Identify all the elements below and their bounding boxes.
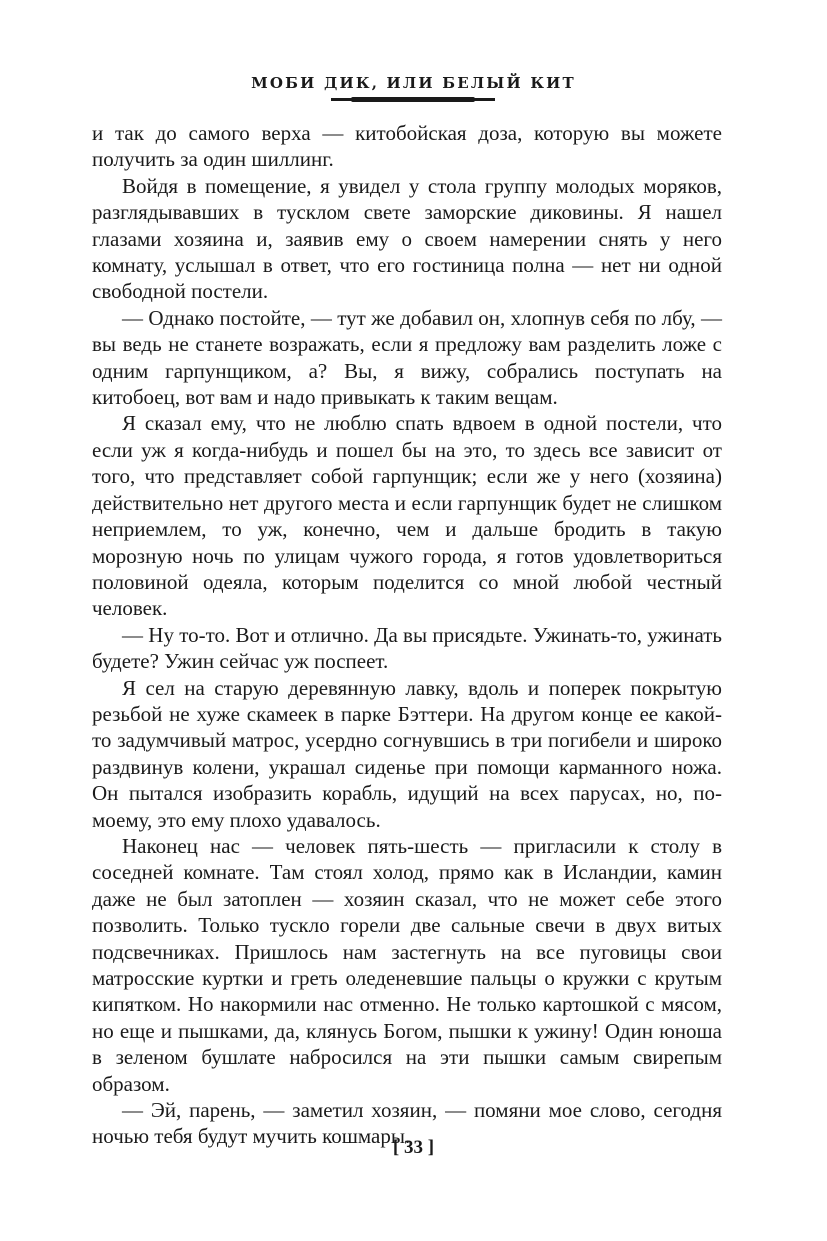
paragraph: Я сел на старую деревянную лавку, вдоль и поперек покрытую резьбой не хуже скамеек в парке Бэттери. На другом конце ее какой-то задумчивый матрос, усердно согнувшись в три погибели и широко раздвинув колени, украшал сиденье при помощи карманного ножа. Он пытался изобразить корабль, идущий на всех парусах, но, по-моему, это ему плохо удавалось.: [92, 675, 722, 832]
body-text: [92, 120, 722, 1150]
page-number: [ 33 ]: [392, 1137, 435, 1158]
dialog-paragraph: — Эй, парень, — заметил хозяин, — помяни мое слово, сегодня ночью тебя будут мучить кошмары.: [92, 1098, 722, 1149]
dialog-paragraph: — Ну то-то. Вот и отлично. Да вы присядьте. Ужинать-то, ужинать будете? Ужин сейчас уж поспеет.: [92, 622, 722, 674]
paragraph: и так до самого верха — китобойская доза, которую вы можете получить за один шиллинг.: [92, 121, 722, 172]
dialog-paragraph: — Однако постойте, — тут же добавил он, хлопнув себя по лбу, — вы ведь не станете возражать, если я предложу вам разделить ложе с одним гарпунщиком, а? Вы, я вижу, собрались поступать на китобоец, вот вам и надо привыкать к таким вещам.: [92, 305, 722, 410]
paragraph: Наконец нас — человек пять-шесть — пригласили к столу в соседней комнате. Там стоял холод, прямо как в Исландии, камин даже не был затоплен — хозяин сказал, что не может себе этого позволить. Только тускло горели две сальные свечи в двух витых подсвечниках. Пришлось нам застегнуть на все пуговицы свои матросские куртки и греть оледеневшие пальцы о кружки с крутым кипятком. Но накормили нас отменно. Не только картошкой с мясом, но еще и пышками, да, клянусь Богом, пышки к ужину! Один юноша в зеленом бушлате набросился на эти пышки самым свирепым образом.: [92, 833, 722, 1096]
header-rule: [331, 98, 495, 101]
paragraph: Я сказал ему, что не люблю спать вдвоем в одной постели, что если уж я когда-нибудь и пошел бы на это, то здесь все зависит от того, что представляет собой гарпунщик; если же у него (хозяина) действительно нет другого места и если гарпунщик будет не слишком неприемлем, то уж, конечно, чем и дальше бродить в такую морозную ночь по улицам чужого города, я готов удовлетвориться половиной одеяла, которым поделится со мной любой честный человек.: [92, 411, 722, 621]
running-head: МОБИ ДИК, ИЛИ БЕЛЫЙ КИТ: [251, 74, 576, 92]
paragraph: Войдя в помещение, я увидел у стола группу молодых моряков, разглядывавших в тусклом свете заморские диковины. Я нашел глазами хозяина и, заявив ему о своем намерении снять у него комнату, услышал в ответ, что его гостиница полна — нет ни одной свободной постели.: [92, 173, 722, 304]
